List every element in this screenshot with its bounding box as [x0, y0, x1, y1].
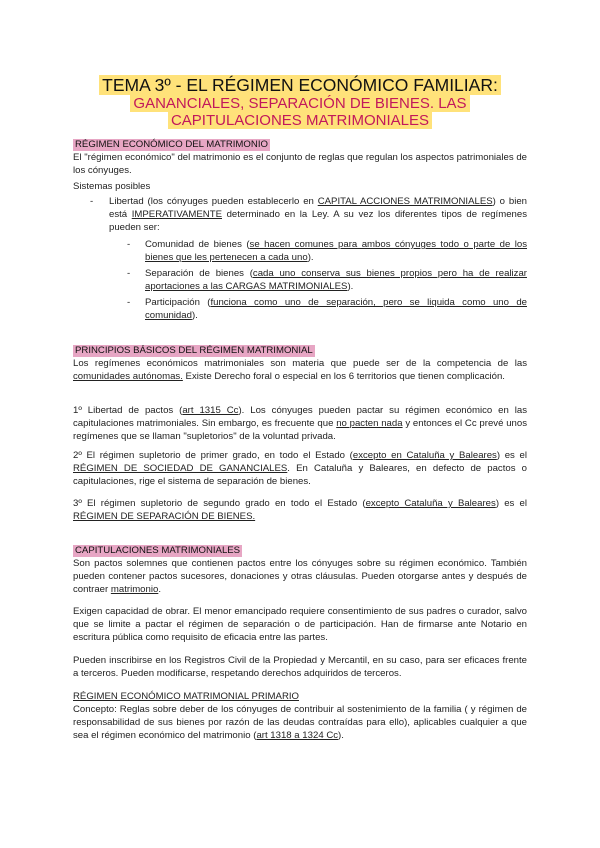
- underlined-term: excepto en Cataluña y Baleares: [352, 450, 497, 461]
- regimen-primario-paragraph: [73, 703, 527, 742]
- underlined-definition: cada uno conserva sus bienes propios pero ha de realizar aportaciones a las CARGAS MATRIMONIALES: [145, 268, 527, 292]
- principios-paragraph-1: [73, 357, 527, 383]
- underlined-article-ref: art 1318 a 1324 Cc: [256, 730, 339, 741]
- underlined-term: no pacten nada: [336, 418, 403, 429]
- title-line-1-wrap: [0, 75, 600, 96]
- paragraph-text: 2º El régimen supletorio de primer grado, en todo el Estado (: [73, 450, 353, 461]
- paragraph-text: . En Cataluña y Baleares, en defecto de pactos o capitulaciones, rige el sistema de separación de bienes.: [73, 463, 527, 487]
- principios-paragraph-2: [73, 404, 527, 443]
- underlined-term: comunidades autónomas.: [73, 371, 183, 382]
- list-item-participacion: [145, 296, 527, 322]
- document-title: TEMA 3º - EL RÉGIMEN ECONÓMICO FAMILIAR:: [99, 75, 501, 95]
- underlined-term: RÉGIMEN DE SOCIEDAD DE GANANCIALES: [73, 463, 288, 474]
- paragraph-text: 3º El régimen supletorio de segundo grado en todo el Estado (: [73, 498, 366, 509]
- paragraph-text: .: [158, 584, 161, 595]
- paragraph-text: Exigen capacidad de obrar. El menor emancipado requiere consentimiento de sus padres o curador, salvo que se limite a pactar el régimen de separación o de participación. Han de firmarse ante Notario en escritura pública como requisito de eficacia entre las partes.: [73, 606, 527, 643]
- paragraph-text: Los regímenes económicos matrimoniales son materia que puede ser de la competencia de las: [73, 358, 527, 369]
- underlined-definition: funciona como uno de separación, pero se liquida como uno de comunidad: [145, 297, 527, 321]
- intro-paragraph: El "régimen económico" del matrimonio es el conjunto de reglas que regulan los aspectos patrimoniales de los cónyuges.: [73, 152, 527, 176]
- list-text: Separación de bienes (: [145, 268, 253, 279]
- list-text: Participación (: [145, 297, 211, 308]
- section-heading-capitulaciones: CAPITULACIONES MATRIMONIALES: [75, 545, 241, 556]
- list-item-separacion: [145, 267, 527, 293]
- paragraph-text: ).: [338, 730, 344, 741]
- paragraph-text: Son pactos solemnes que contienen pactos entre los cónyuges sobre su régimen económico. También pueden contener pactos sucesores, donaciones y otras cláusulas. Pueden otorgarse antes y después de contraer: [73, 558, 527, 595]
- paragraph-text: Concepto: Reglas sobre deber de los cónyuges de contribuir al sostenimiento de la familia ( y régimen de responsabilidad de sus bienes por razón de las deudas contraídas para ello), aplicables cualquier a que sea el régimen económico del matrimonio (: [73, 704, 527, 741]
- document-subtitle-line-1: GANANCIALES, SEPARACIÓN DE BIENES. LAS: [130, 95, 469, 112]
- dash-bullet: -: [90, 196, 94, 207]
- underlined-term: CAPITAL ACCIONES MATRIMONIALES: [317, 196, 493, 207]
- paragraph-text: ) es el: [495, 498, 527, 509]
- dash-bullet: -: [127, 268, 131, 279]
- underlined-term: excepto Cataluña y Baleares: [365, 498, 496, 509]
- subheading-regimen-primario: RÉGIMEN ECONÓMICO MATRIMONIAL PRIMARIO: [73, 691, 299, 702]
- underlined-term: IMPERATIVAMENTE: [131, 209, 222, 220]
- principios-paragraph-4: [73, 497, 527, 523]
- underlined-term: RÉGIMEN DE SEPARACIÓN DE BIENES.: [73, 511, 256, 522]
- list-text: Comunidad de bienes (: [145, 239, 250, 250]
- paragraph-text: Pueden inscribirse en los Registros Civil de la Propiedad y Mercantil, en su caso, para ser eficaces frente a terceros. Pueden modificarse, respetando derechos adquiridos de terceros.: [73, 655, 527, 679]
- list-text: determinado en la Ley. A su vez los diferentes tipos de regímenes pueden ser:: [109, 209, 527, 233]
- list-item-comunidad: [145, 238, 527, 264]
- capitulaciones-paragraph-3: [73, 654, 527, 680]
- paragraph-text: ) es el: [496, 450, 527, 461]
- underlined-article-ref: art 1315 Cc: [182, 405, 239, 416]
- dash-bullet: -: [127, 239, 131, 250]
- paragraph-text: ). Los cónyuges pueden pactar su régimen económico en las capitulaciones matrimoniales. Sin embargo, es frecuente que: [73, 405, 527, 429]
- title-line-2-wrap: [0, 95, 600, 113]
- document-subtitle-line-2: CAPITULACIONES MATRIMONIALES: [168, 112, 432, 129]
- underlined-definition: se hacen comunes para ambos cónyuges todo o parte de los bienes que les pertenecen a cada uno: [145, 239, 528, 263]
- capitulaciones-paragraph-2: [73, 605, 527, 644]
- section-3-heading-wrap: [73, 544, 527, 557]
- paragraph-text: y entonces el Cc prevé unos regímenes que se llaman "supletorios" de la voluntad privada.: [73, 418, 527, 442]
- dash-bullet: -: [127, 297, 131, 308]
- title-line-3-wrap: [0, 112, 600, 130]
- subheading-wrap: [73, 690, 527, 703]
- list-text: ).: [191, 310, 198, 321]
- list-text: Libertad (los cónyuges pueden establecerlo en: [109, 196, 318, 207]
- section-2-heading-wrap: [73, 344, 527, 357]
- section-1-heading-wrap: [73, 138, 527, 151]
- section-heading-principios: PRINCIPIOS BÁSICOS DEL RÉGIMEN MATRIMONIAL: [75, 345, 313, 356]
- section-heading-regimen-economico: RÉGIMEN ECONÓMICO DEL MATRIMONIO: [75, 139, 268, 150]
- paragraph-text: 1º Libertad de pactos (: [73, 405, 183, 416]
- list-text: ).: [307, 252, 314, 263]
- list-text: ).: [347, 281, 354, 292]
- paragraph-text: Existe Derecho foral o especial en los 6 territorios que tienen complicación.: [182, 371, 505, 382]
- capitulaciones-paragraph-1: [73, 557, 527, 596]
- section-1-intro: [73, 151, 527, 177]
- principios-paragraph-3: [73, 449, 527, 488]
- systems-label: Sistemas posibles: [73, 181, 151, 192]
- underlined-term: matrimonio: [110, 584, 159, 595]
- list-item-libertad: [109, 195, 527, 234]
- list-text: ) o bien está: [109, 196, 528, 220]
